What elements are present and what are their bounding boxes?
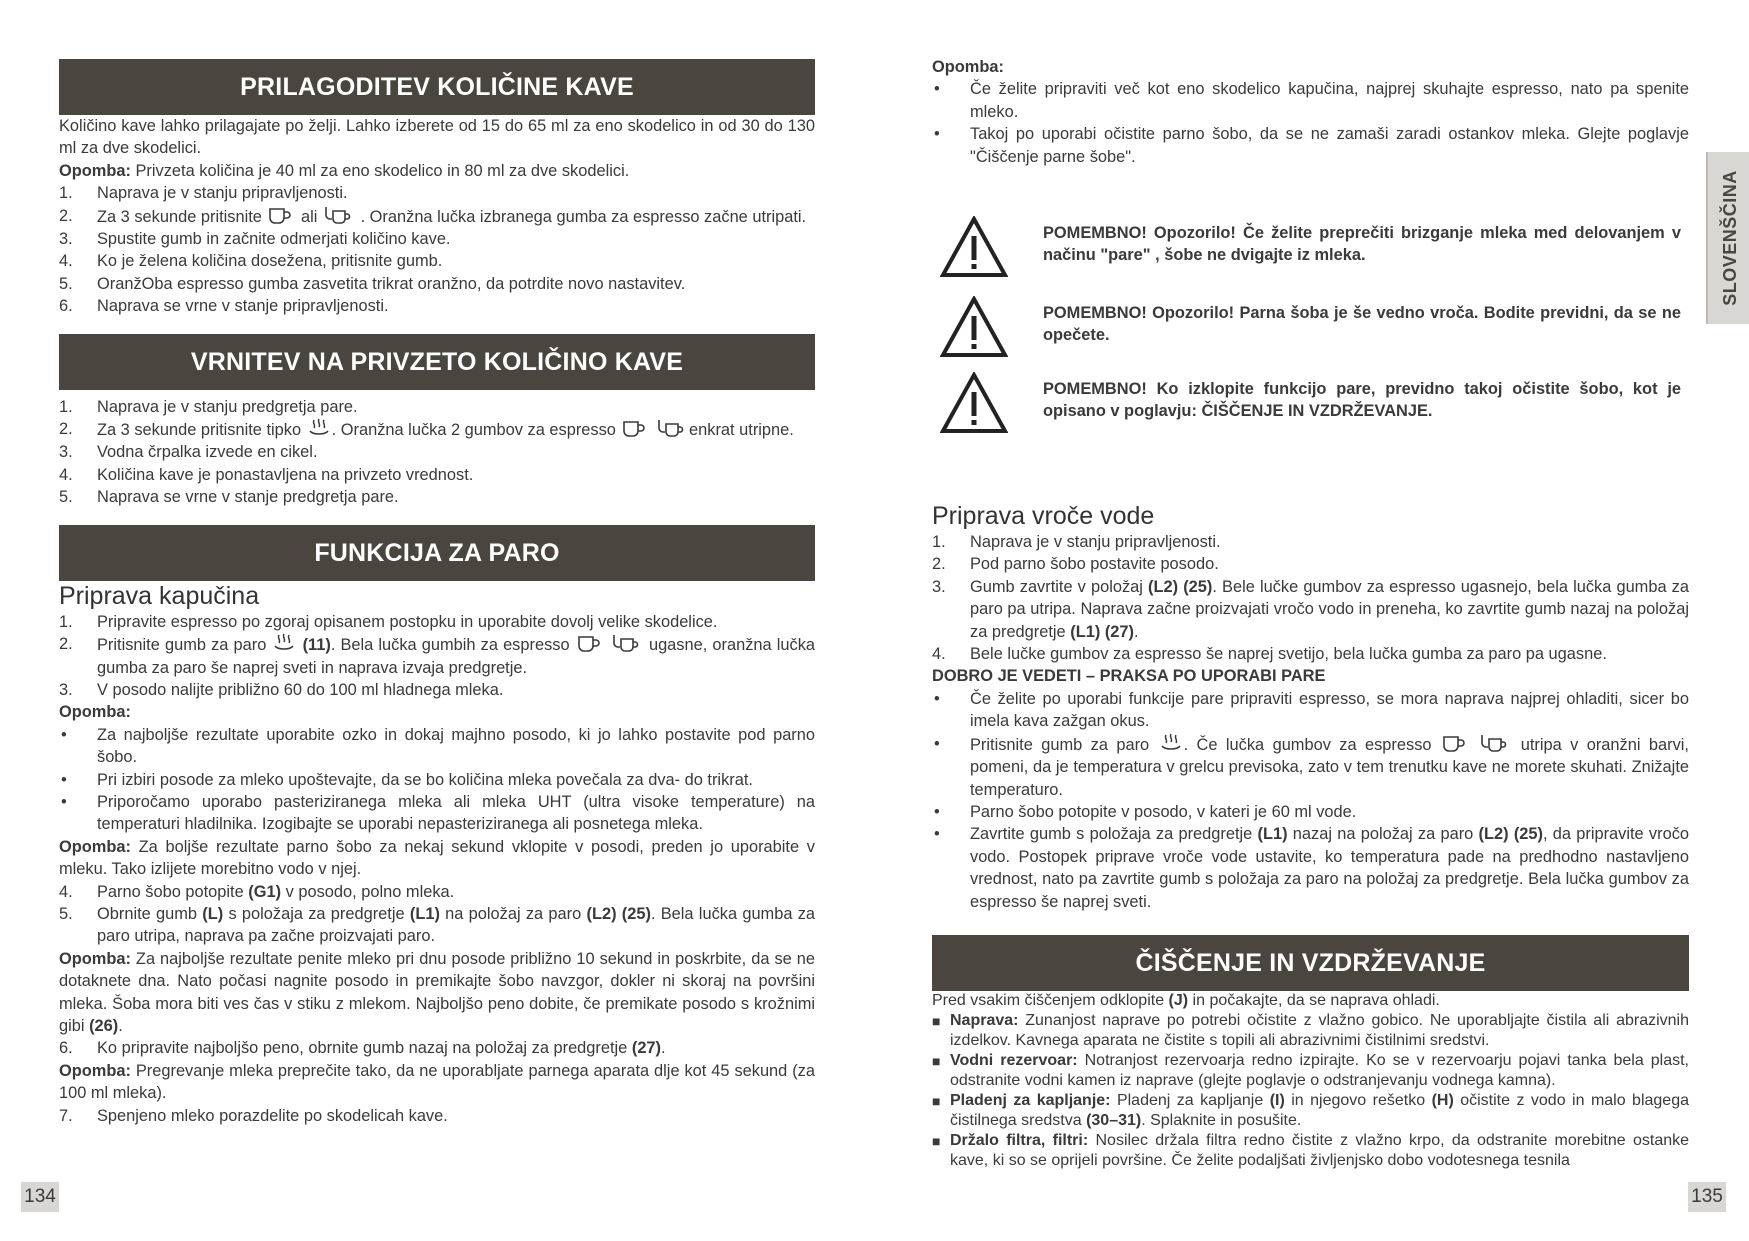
list-item: 1. Naprava je v stanju predgretja pare. <box>59 397 358 416</box>
single-cup-icon <box>577 635 603 653</box>
list-item: 1. Naprava je v stanju pripravljenosti. <box>932 533 1221 552</box>
right-page <box>932 0 1689 1171</box>
double-cup-icon <box>1480 733 1510 753</box>
intro-text: Količino kave lahko prilagajate po želji. Lahko izberete od 15 do 65 ml za eno skodelico in od 30 do 130 ml za dve skodelici. <box>59 117 815 158</box>
single-cup-icon <box>622 420 648 438</box>
double-cup-icon <box>612 633 642 653</box>
list-item: • Pritisnite gumb za paro . Če lučka gumbov za espresso utripa v oranžni barvi, pomeni, da je temperatura v grelcu previsoka, zato v tem trenutku kave ne morete skuhati. Znižajte temperaturo. <box>934 734 1689 799</box>
warning-text: POMEMBNO! Opozorilo! Če želite preprečiti brizganje mleka med delovanjem v načinu "pare" , šobe ne dvigajte iz mleka. <box>1043 224 1681 265</box>
list-item: 3. Spustite gumb in začnite odmerjati količino kave. <box>59 230 451 249</box>
list-item: 1. Pripravite espresso po zgoraj opisanem postopku in uporabite dovolj velike skodelice. <box>59 612 718 631</box>
steps-list-s3c <box>59 1037 815 1059</box>
list-item: ■ Vodni rezervoar: Notranjost rezervoarja redno izpirajte. Ko se v rezervoarju pojavi tanka bela plast, odstranite vodni kamen iz naprave (glejte poglavje o odstranjevanju vodnega kamna). <box>932 1051 1689 1089</box>
list-item: 2. Pritisnite gumb za paro (11). Bela lučka gumbih za espresso ugasne, oranžna lučka gumba za paro še naprej sveti in naprava izvaja predgretje. <box>59 635 816 677</box>
list-item: 5. Obrnite gumb (L) s položaja za predgretje (L1) na položaj za paro (L2) (25). Bela lučka gumba za paro utripa, naprava pa začne proizvajati paro. <box>59 904 816 946</box>
steps-list-s3d <box>59 1105 815 1127</box>
steps-list-s3a <box>59 611 815 702</box>
list-item: • Priporočamo uporabo pasteriziranega mleka ali mleka UHT (ultra visoke temperature) na temperaturi hladilnika. Izogibajte se uporabi nepasteriziranega ali posnetega mleka. <box>61 792 815 834</box>
list-item: • Če želite pripraviti več kot eno skodelico kapučina, najprej skuhajte espresso, nato pa spenite mleko. <box>934 80 1689 121</box>
list-item: • Zavrtite gumb s položaja za predgretje (L1) nazaj na položaj za paro (L2) (25), da pripravite vročo vodo. Postopek priprave vroče vode ustavite, ko temperatura pade na predhodno nastavljeno vrednost, nato pa zavrtite gumb s položaja za paro na položaj za predgretje. Bela lučka gumbov za espresso še naprej sveti. <box>934 825 1690 911</box>
list-item: 2. Za 3 sekunde pritisnite ali . Oranžna lučka izbranega gumba za espresso začne utripati. <box>59 206 807 226</box>
list-item: 2. Za 3 sekunde pritisnite tipko . Oranžna lučka 2 gumbov za espresso enkrat utripne. <box>59 420 794 440</box>
note-bullets <box>932 78 1689 168</box>
section-title-vrnitev: VRNITEV NA PRIVZETO KOLIČINO KAVE <box>59 334 815 390</box>
note-label: Opomba: <box>932 58 1004 76</box>
section-title-prilagoditev: PRILAGODITEV KOLIČINE KAVE <box>59 59 815 115</box>
steps-list-s1 <box>59 182 815 317</box>
bullet-list <box>59 724 815 836</box>
page-number-right: 135 <box>1688 1182 1726 1212</box>
list-item: 4. Parno šobo potopite (G1) v posodo, polno mleka. <box>59 882 455 901</box>
list-item: 4. Bele lučke gumbov za espresso še naprej svetijo, bela lučka gumba za paro pa ugasne. <box>932 645 1607 664</box>
note: Opomba: Privzeta količina je 40 ml za eno skodelico in 80 ml za dve skodelici. <box>59 161 630 180</box>
steps-list-s2 <box>59 396 815 509</box>
steps-list-s3b <box>59 881 815 948</box>
list-item: • Pri izbiri posode za mleko upoštevajte, da se bo količina mleka povečala za dva- do trikrat. <box>61 770 753 789</box>
warning-triangle-icon <box>940 216 1008 278</box>
note: Opomba: Za najboljše rezultate penite mleko pri dnu posode približno 10 sekund in poskrbite, da se ne dotaknete dna. Nato počasi nagnite posodo in premikajte šobo navzgor, dokler ni skoraj na površini mleka. Šoba mora biti ves čas v stiku z mlekom. Najboljšo peno dobite, če premikate posodo s krožnimi gibi (26). <box>59 949 815 1035</box>
section-title-ciscenje: ČIŠČENJE IN VZDRŽEVANJE <box>932 935 1689 991</box>
subheading-kapucino: Priprava kapučina <box>59 581 260 610</box>
list-item: • Če želite po uporabi funkcije pare pripraviti espresso, se mora naprava najprej ohladiti, sicer bo imela kava zažgan okus. <box>934 689 1689 731</box>
page-number-left: 134 <box>21 1182 59 1212</box>
single-cup-icon <box>1442 735 1468 753</box>
list-item: • Za najboljše rezultate uporabite ozko in dokaj majhno posodo, ki jo lahko postavite pod parno šobo. <box>61 725 815 767</box>
warning-triangle-icon <box>940 372 1008 434</box>
subheading-vroca-voda: Priprava vroče vode <box>932 502 1155 531</box>
warning-block <box>932 216 1689 296</box>
list-item: 5. Naprava se vrne v stanje predgretja pare. <box>59 488 399 507</box>
list-item: 6. Naprava se vrne v stanje pripravljenosti. <box>59 297 389 316</box>
list-item: 4. Količina kave je ponastavljena na privzeto vrednost. <box>59 465 474 484</box>
list-item: 3. V posodo nalijte približno 60 do 100 ml hladnega mleka. <box>59 680 504 699</box>
steam-icon <box>273 633 295 653</box>
steam-icon <box>1160 733 1182 753</box>
list-item: 7. Spenjeno mleko porazdelite po skodelicah kave. <box>59 1106 448 1125</box>
list-item: 3. Vodna črpalka izvede en cikel. <box>59 443 318 462</box>
note: Opomba: Pregrevanje mleka preprečite tako, da ne uporabljate parnega aparata dlje kot 45 sekund (za 100 ml mleka). <box>59 1061 815 1103</box>
list-item: 4. Ko je želena količina dosežena, pritisnite gumb. <box>59 252 443 271</box>
list-item: • Takoj po uporabi očistite parno šobo, da se ne zamaši zaradi ostankov mleka. Glejte poglavje "Čiščenje parne šobe". <box>934 125 1689 166</box>
side-tab-label: SLOVENŠČINA <box>1719 170 1740 306</box>
list-item: ■ Pladenj za kapljanje: Pladenj za kapljanje (I) in njegovo rešetko (H) očistite z vodo in malo blagega čistilnega sredstva (30–31). Splaknite in posušite. <box>932 1091 1690 1129</box>
language-side-tab <box>1706 152 1749 324</box>
steam-icon <box>308 418 330 438</box>
steps-list-hot-water <box>932 531 1689 665</box>
warning-triangle-icon <box>940 296 1008 358</box>
note: Opomba: Za boljše rezultate parno šobo za nekaj sekund vklopite v posodi, preden jo uporabite v mleku. Tako izlijete morebitno vodo v njej. <box>59 837 815 879</box>
list-item: • Parno šobo potopite v posodo, v kateri je 60 ml vode. <box>934 802 1357 821</box>
left-page <box>59 0 815 1127</box>
list-item: 3. Gumb zavrtite v položaj (L2) (25). Bele lučke gumbov za espresso ugasnejo, bela lučka gumba za paro pa utripa. Naprava začne proizvajati vročo vodo in preneha, ko zavrtite gumb nazaj na položaj za predgretje (L1) (27). <box>932 577 1689 641</box>
warning-text: POMEMBNO! Ko izklopite funkcijo pare, previdno takoj očistite šobo, kot je opisano v poglavju: ČIŠČENJE IN VZDRŽEVANJE. <box>1043 380 1681 421</box>
good-to-know-heading: DOBRO JE VEDETI – PRAKSA PO UPORABI PARE <box>932 667 1326 686</box>
list-item: 6. Ko pripravite najboljšo peno, obrnite gumb nazaj na položaj za predgretje (27). <box>59 1039 666 1058</box>
list-item: 1. Naprava je v stanju pripravljenosti. <box>59 184 348 203</box>
double-cup-icon <box>657 418 687 438</box>
good-to-know-bullets <box>932 688 1689 913</box>
warning-text: POMEMBNO! Opozorilo! Parna šoba je še vedno vroča. Bodite previdni, da se ne opečete. <box>1043 304 1681 345</box>
list-item: 5. OranžOba espresso gumba zasvetita trikrat oranžno, da potrdite novo nastavitev. <box>59 274 686 293</box>
list-item: ■ Držalo filtra, filtri: Nosilec držala filtra redno čistite z vlažno krpo, da odstranite morebitne ostanke kave, ki so se oprijeli površine. Če želite podaljšati življenjsko dobo vodotesnega tesnila <box>932 1131 1690 1169</box>
double-cup-icon <box>324 205 354 225</box>
section-title-funkcija: FUNKCIJA ZA PARO <box>59 525 815 581</box>
single-cup-icon <box>268 207 294 225</box>
cleaning-intro: Pred vsakim čiščenjem odklopite (J) in počakajte, da se naprava ohladi. <box>932 991 1440 1009</box>
list-item: ■ Naprava: Zunanjost naprave po potrebi očistite z vlažno gobico. Ne uporabljajte čistila ali abrazivnih izdelkov. Kavnega aparata ne čistite s topili ali abrazivnimi čistilnimi sredstvi. <box>932 1011 1689 1049</box>
warning-block <box>932 372 1689 448</box>
note-label: Opomba: <box>59 703 131 722</box>
warning-block <box>932 296 1689 372</box>
cleaning-list <box>932 1011 1689 1171</box>
list-item: 2. Pod parno šobo postavite posodo. <box>932 555 1219 574</box>
